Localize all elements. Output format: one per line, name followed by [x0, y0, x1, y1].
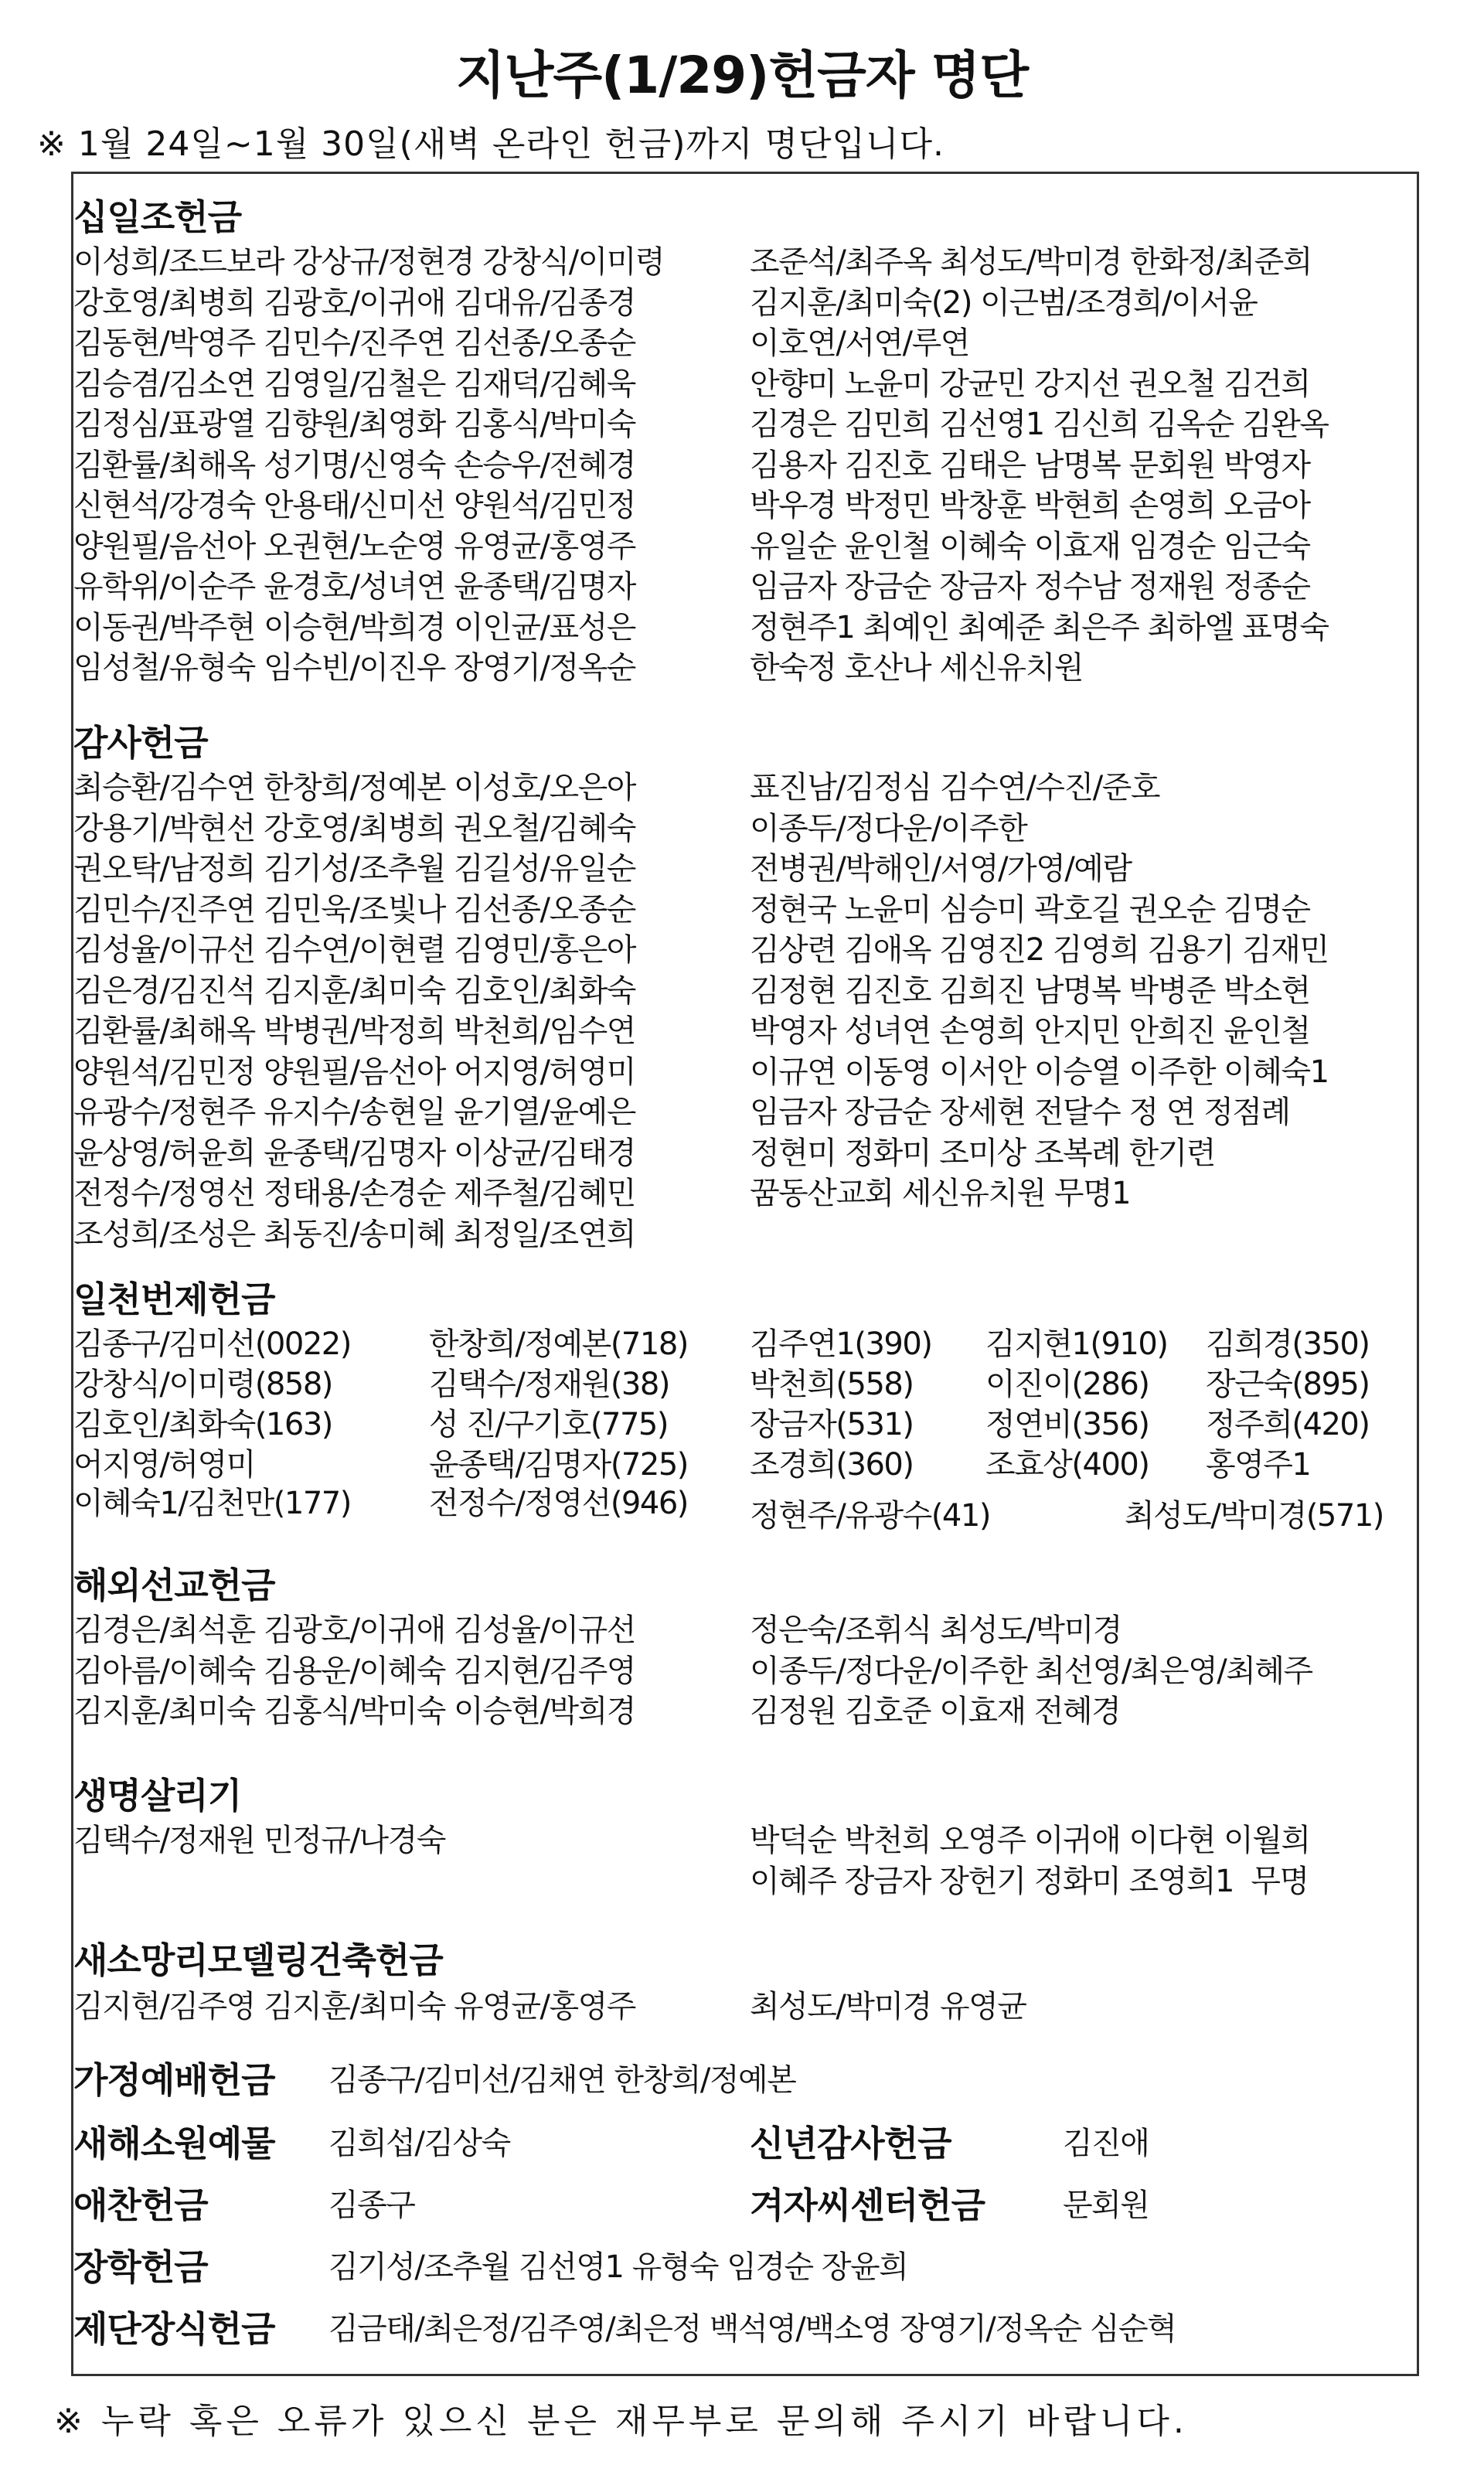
section-title-newyear-wish: 새해소원예물 — [73, 2123, 275, 2164]
thousand-cell: 전정수/정영선(946) — [429, 1486, 688, 1521]
life-left-names: 김택수/정재원 민정규/나경숙 — [73, 1823, 445, 1858]
thanks-right-names: 표진남/김정심 김수연/수진/준호 이종두/정다운/이주한 전병권/박해인/서영/가영/예람 정현국 노윤미 심승미 곽호길 권오순 김명순 김상련 김애옥 김영진2 김영희 김용기 김재민 김정현 김진호 김희진 남명복 박병준 박소현 박영자 성녀연 손영희 안지민 안희진 윤인철 이규연 이동영 이서안 이승열 이주한 이혜숙1 임금자 장금순 장세현 전달수 정 연 정점례 정현미 정화미 조미상 조복례 한기련 꿈동산교회 세신유치원 무명1 — [750, 770, 1329, 1211]
section-title-thanks: 감사헌금 — [73, 722, 208, 764]
missions-right-names: 정은숙/조휘식 최성도/박미경 이종두/정다운/이주한 최선영/최은영/최혜주 김정원 김호준 이효재 전혜경 — [750, 1612, 1312, 1729]
thousand-cell: 김지현1(910) — [985, 1326, 1168, 1362]
section-title-altar: 제단장식헌금 — [73, 2308, 275, 2350]
thousand-cell: 김희경(350) — [1206, 1326, 1370, 1362]
thousand-cell: 홍영주1 — [1206, 1447, 1311, 1483]
thousand-cell: 이혜숙1/김천만(177) — [73, 1486, 351, 1521]
thousand-cell: 이진이(286) — [985, 1367, 1149, 1402]
thousand-cell: 김주연1(390) — [750, 1326, 932, 1362]
thousand-cell: 조효상(400) — [985, 1447, 1149, 1483]
thousand-cell: 김종구/김미선(0022) — [73, 1326, 351, 1362]
building-right-names: 최성도/박미경 유영균 — [750, 1989, 1026, 2024]
donor-list-box — [71, 172, 1419, 2376]
thousand-cell: 정주희(420) — [1206, 1407, 1370, 1442]
thousand-cell: 한창희/정예본(718) — [429, 1326, 688, 1362]
date-range-note: ※ 1월 24일~1월 30일(새벽 온라인 헌금)까지 명단입니다. — [37, 124, 945, 164]
section-title-praise: 애찬헌금 — [73, 2184, 208, 2226]
thousand-cell: 장금자(531) — [750, 1407, 914, 1442]
missions-left-names: 김경은/최석훈 김광호/이귀애 김성율/이규선 김아름/이혜숙 김용운/이혜숙 김지현/김주영 김지훈/최미숙 김홍식/박미숙 이승현/박희경 — [73, 1612, 635, 1729]
section-title-scholarship: 장학헌금 — [73, 2246, 208, 2288]
thanks-left-names: 최승환/김수연 한창희/정예본 이성호/오은아 강용기/박현선 강호영/최병희 권오철/김혜숙 권오탁/남정희 김기성/조추월 김길성/유일순 김민수/진주연 김민욱/조빛나 김선종/오종순 김성율/이규선 김수연/이현렬 김영민/홍은아 김은경/김진석 김지훈/최미숙 김호인/최화숙 김환률/최해옥 박병권/박정희 박천희/임수연 양원석/김민정 양원필/음선아 어지영/허영미 유광수/정현주 유지수/송현일 윤기열/윤예은 윤상영/허윤희 윤종택/김명자 이상균/김태경 전정수/정영선 정태용/손경순 제주철/김혜민 조성희/조성은 최동진/송미혜 최정일/조연희 — [73, 770, 635, 1252]
page-title: 지난주(1/29)헌금자 명단 — [455, 46, 1029, 105]
life-right-names: 박덕순 박천희 오영주 이귀애 이다현 이월희 이혜주 장금자 장헌기 정화미 조영희1 무명 — [750, 1823, 1310, 1899]
thousand-cell: 윤종택/김명자(725) — [429, 1447, 688, 1483]
family-names: 김종구/김미선/김채연 한창희/정예본 — [328, 2062, 796, 2098]
altar-names: 김금태/최은정/김주영/최은정 백석영/백소영 장영기/정옥순 심순혁 — [328, 2311, 1176, 2347]
section-title-tithe: 십일조헌금 — [73, 196, 242, 238]
praise-names: 김종구 — [328, 2188, 415, 2223]
thousand-cell: 김호인/최화숙(163) — [73, 1407, 332, 1442]
thousand-cell: 장근숙(895) — [1206, 1367, 1370, 1402]
section-title-thousand: 일천번제헌금 — [73, 1279, 275, 1320]
scholarship-names: 김기성/조추월 김선영1 유형숙 임경순 장윤희 — [328, 2249, 908, 2285]
section-title-newyear-thanks: 신년감사헌금 — [750, 2123, 951, 2164]
thousand-cell: 박천희(558) — [750, 1367, 914, 1402]
section-title-life: 생명살리기 — [73, 1775, 242, 1817]
tithe-right-names: 조준석/최주옥 최성도/박미경 한화정/최준희 김지훈/최미숙(2) 이근범/조경희/이서윤 이호연/서연/루연 안향미 노윤미 강균민 강지선 권오철 김건희 김경은 김민희 김선영1 김신희 김옥순 김완옥 김용자 김진호 김태은 남명복 문회원 박영자 박우경 박정민 박창훈 박현희 손영희 오금아 유일순 윤인철 이혜숙 이효재 임경순 임근숙 임금자 장금순 장금자 정수남 정재원 정종순 정현주1 최예인 최예준 최은주 최하엘 표명숙 한숙정 호산나 세신유치원 — [750, 244, 1329, 686]
mustard-names: 문회원 — [1063, 2188, 1149, 2223]
thousand-cell: 김택수/정재원(38) — [429, 1367, 669, 1402]
thousand-cell: 정현주/유광수(41) — [750, 1498, 990, 1534]
footer-note: ※ 누락 혹은 오류가 있으신 분은 재무부로 문의해 주시기 바랍니다. — [54, 2402, 1188, 2441]
thousand-cell: 최성도/박미경(571) — [1125, 1498, 1384, 1534]
thousand-cell: 성 진/구기호(775) — [429, 1407, 668, 1442]
newyear-thanks-names: 김진애 — [1063, 2126, 1149, 2161]
tithe-left-names: 이성희/조드보라 강상규/정현경 강창식/이미령 강호영/최병희 김광호/이귀애 김대유/김종경 김동현/박영주 김민수/진주연 김선종/오종순 김승겸/김소연 김영일/김철은 김재덕/김혜욱 김정심/표광열 김향원/최영화 김홍식/박미숙 김환률/최해옥 성기명/신영숙 손승우/전혜경 신현석/강경숙 안용태/신미선 양원석/김민정 양원필/음선아 오권현/노순영 유영균/홍영주 유학위/이순주 윤경호/성녀연 윤종택/김명자 이동권/박주현 이승현/박희경 이인균/표성은 임성철/유형숙 임수빈/이진우 장영기/정옥순 — [73, 244, 665, 686]
section-title-family: 가정예배헌금 — [73, 2059, 275, 2101]
building-left-names: 김지현/김주영 김지훈/최미숙 유영균/홍영주 — [73, 1989, 635, 2024]
thousand-cell: 어지영/허영미 — [73, 1447, 255, 1483]
thousand-cell: 조경희(360) — [750, 1447, 914, 1483]
thousand-cell: 강창식/이미령(858) — [73, 1367, 332, 1402]
thousand-cell: 정연비(356) — [985, 1407, 1149, 1442]
section-title-mustard: 겨자씨센터헌금 — [750, 2184, 985, 2226]
newyear-wish-names: 김희섭/김상숙 — [328, 2126, 510, 2161]
section-title-building: 새소망리모델링건축헌금 — [73, 1939, 443, 1981]
section-title-missions: 해외선교헌금 — [73, 1565, 275, 1606]
